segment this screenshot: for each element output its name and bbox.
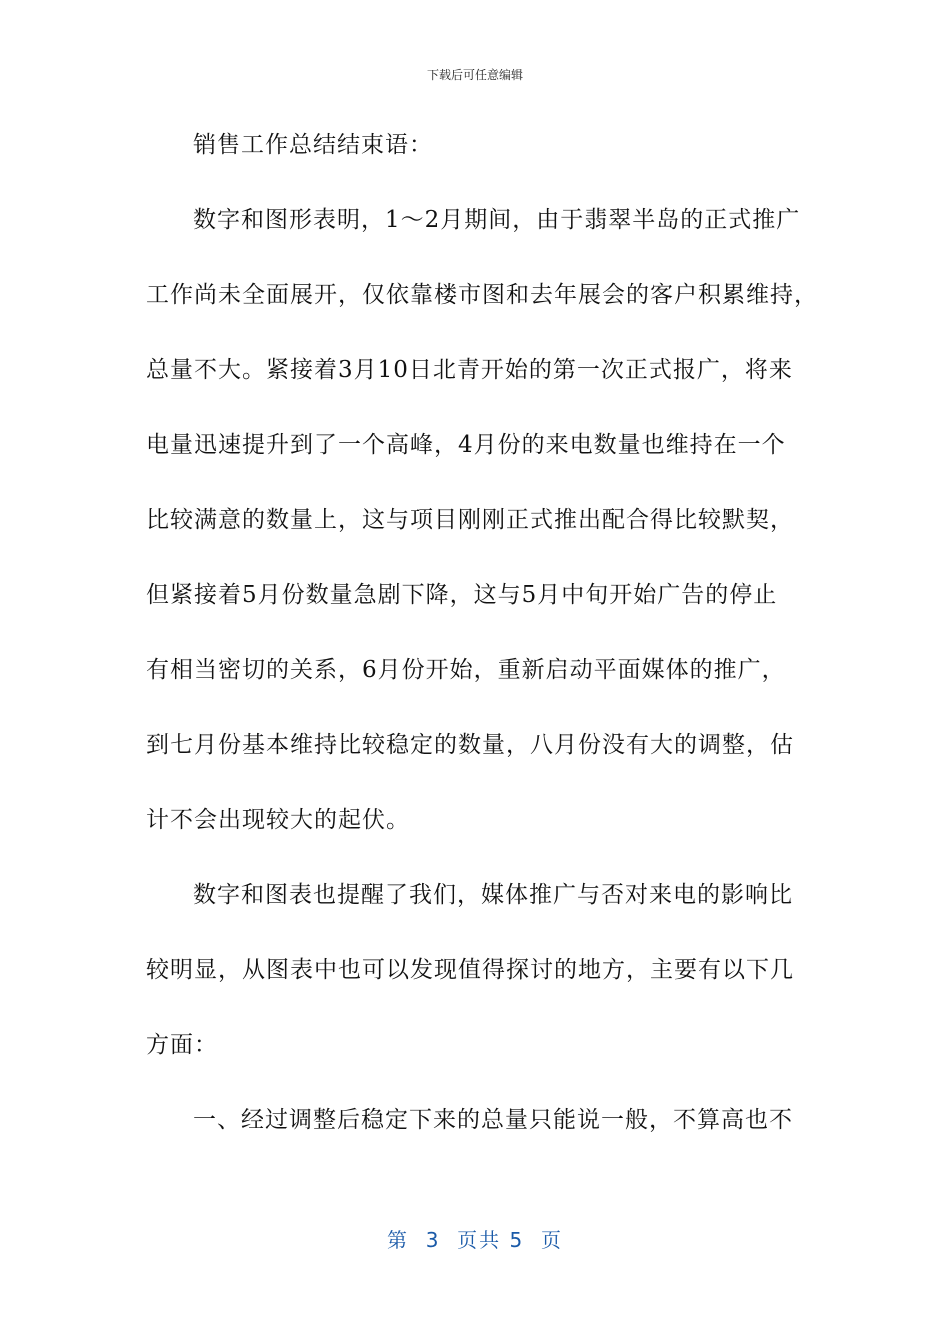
paragraph-line: 数字和图表也提醒了我们，媒体推广与否对来电的影响比	[193, 882, 793, 908]
paragraph-line: 数字和图形表明，1～2月期间，由于翡翠半岛的正式推广	[193, 207, 801, 233]
paragraph-line: 较明显，从图表中也可以发现值得探讨的地方，主要有以下几	[146, 957, 794, 983]
paragraph-line: 总量不大。紧接着3月10日北青开始的第一次正式报广，将来	[146, 357, 793, 383]
page-number	[0, 1224, 950, 1253]
paragraph-line: 比较满意的数量上，这与项目刚刚正式推出配合得比较默契，	[146, 507, 794, 533]
paragraph-line: 计不会出现较大的起伏。	[146, 807, 410, 833]
paragraph-line: 方面：	[146, 1032, 218, 1058]
document-body	[146, 120, 818, 1170]
page-number-label: 第 3 页共 5 页	[387, 1228, 563, 1252]
header-note: 下载后可任意编辑	[426, 68, 523, 82]
paragraph-line: 一、经过调整后稳定下来的总量只能说一般，不算高也不	[193, 1107, 793, 1133]
paragraph-line: 有相当密切的关系，6月份开始，重新启动平面媒体的推广，	[146, 657, 786, 683]
paragraph-line: 但紧接着5月份数量急剧下降，这与5月中旬开始广告的停止	[146, 582, 778, 608]
paragraph-line: 工作尚未全面展开，仅依靠楼市图和去年展会的客户积累维持，	[146, 282, 818, 308]
paragraph-line: 到七月份基本维持比较稳定的数量，八月份没有大的调整，估	[146, 732, 794, 758]
paragraph-line: 电量迅速提升到了一个高峰，4月份的来电数量也维持在一个	[146, 432, 786, 458]
section-heading: 销售工作总结结束语：	[193, 132, 433, 158]
